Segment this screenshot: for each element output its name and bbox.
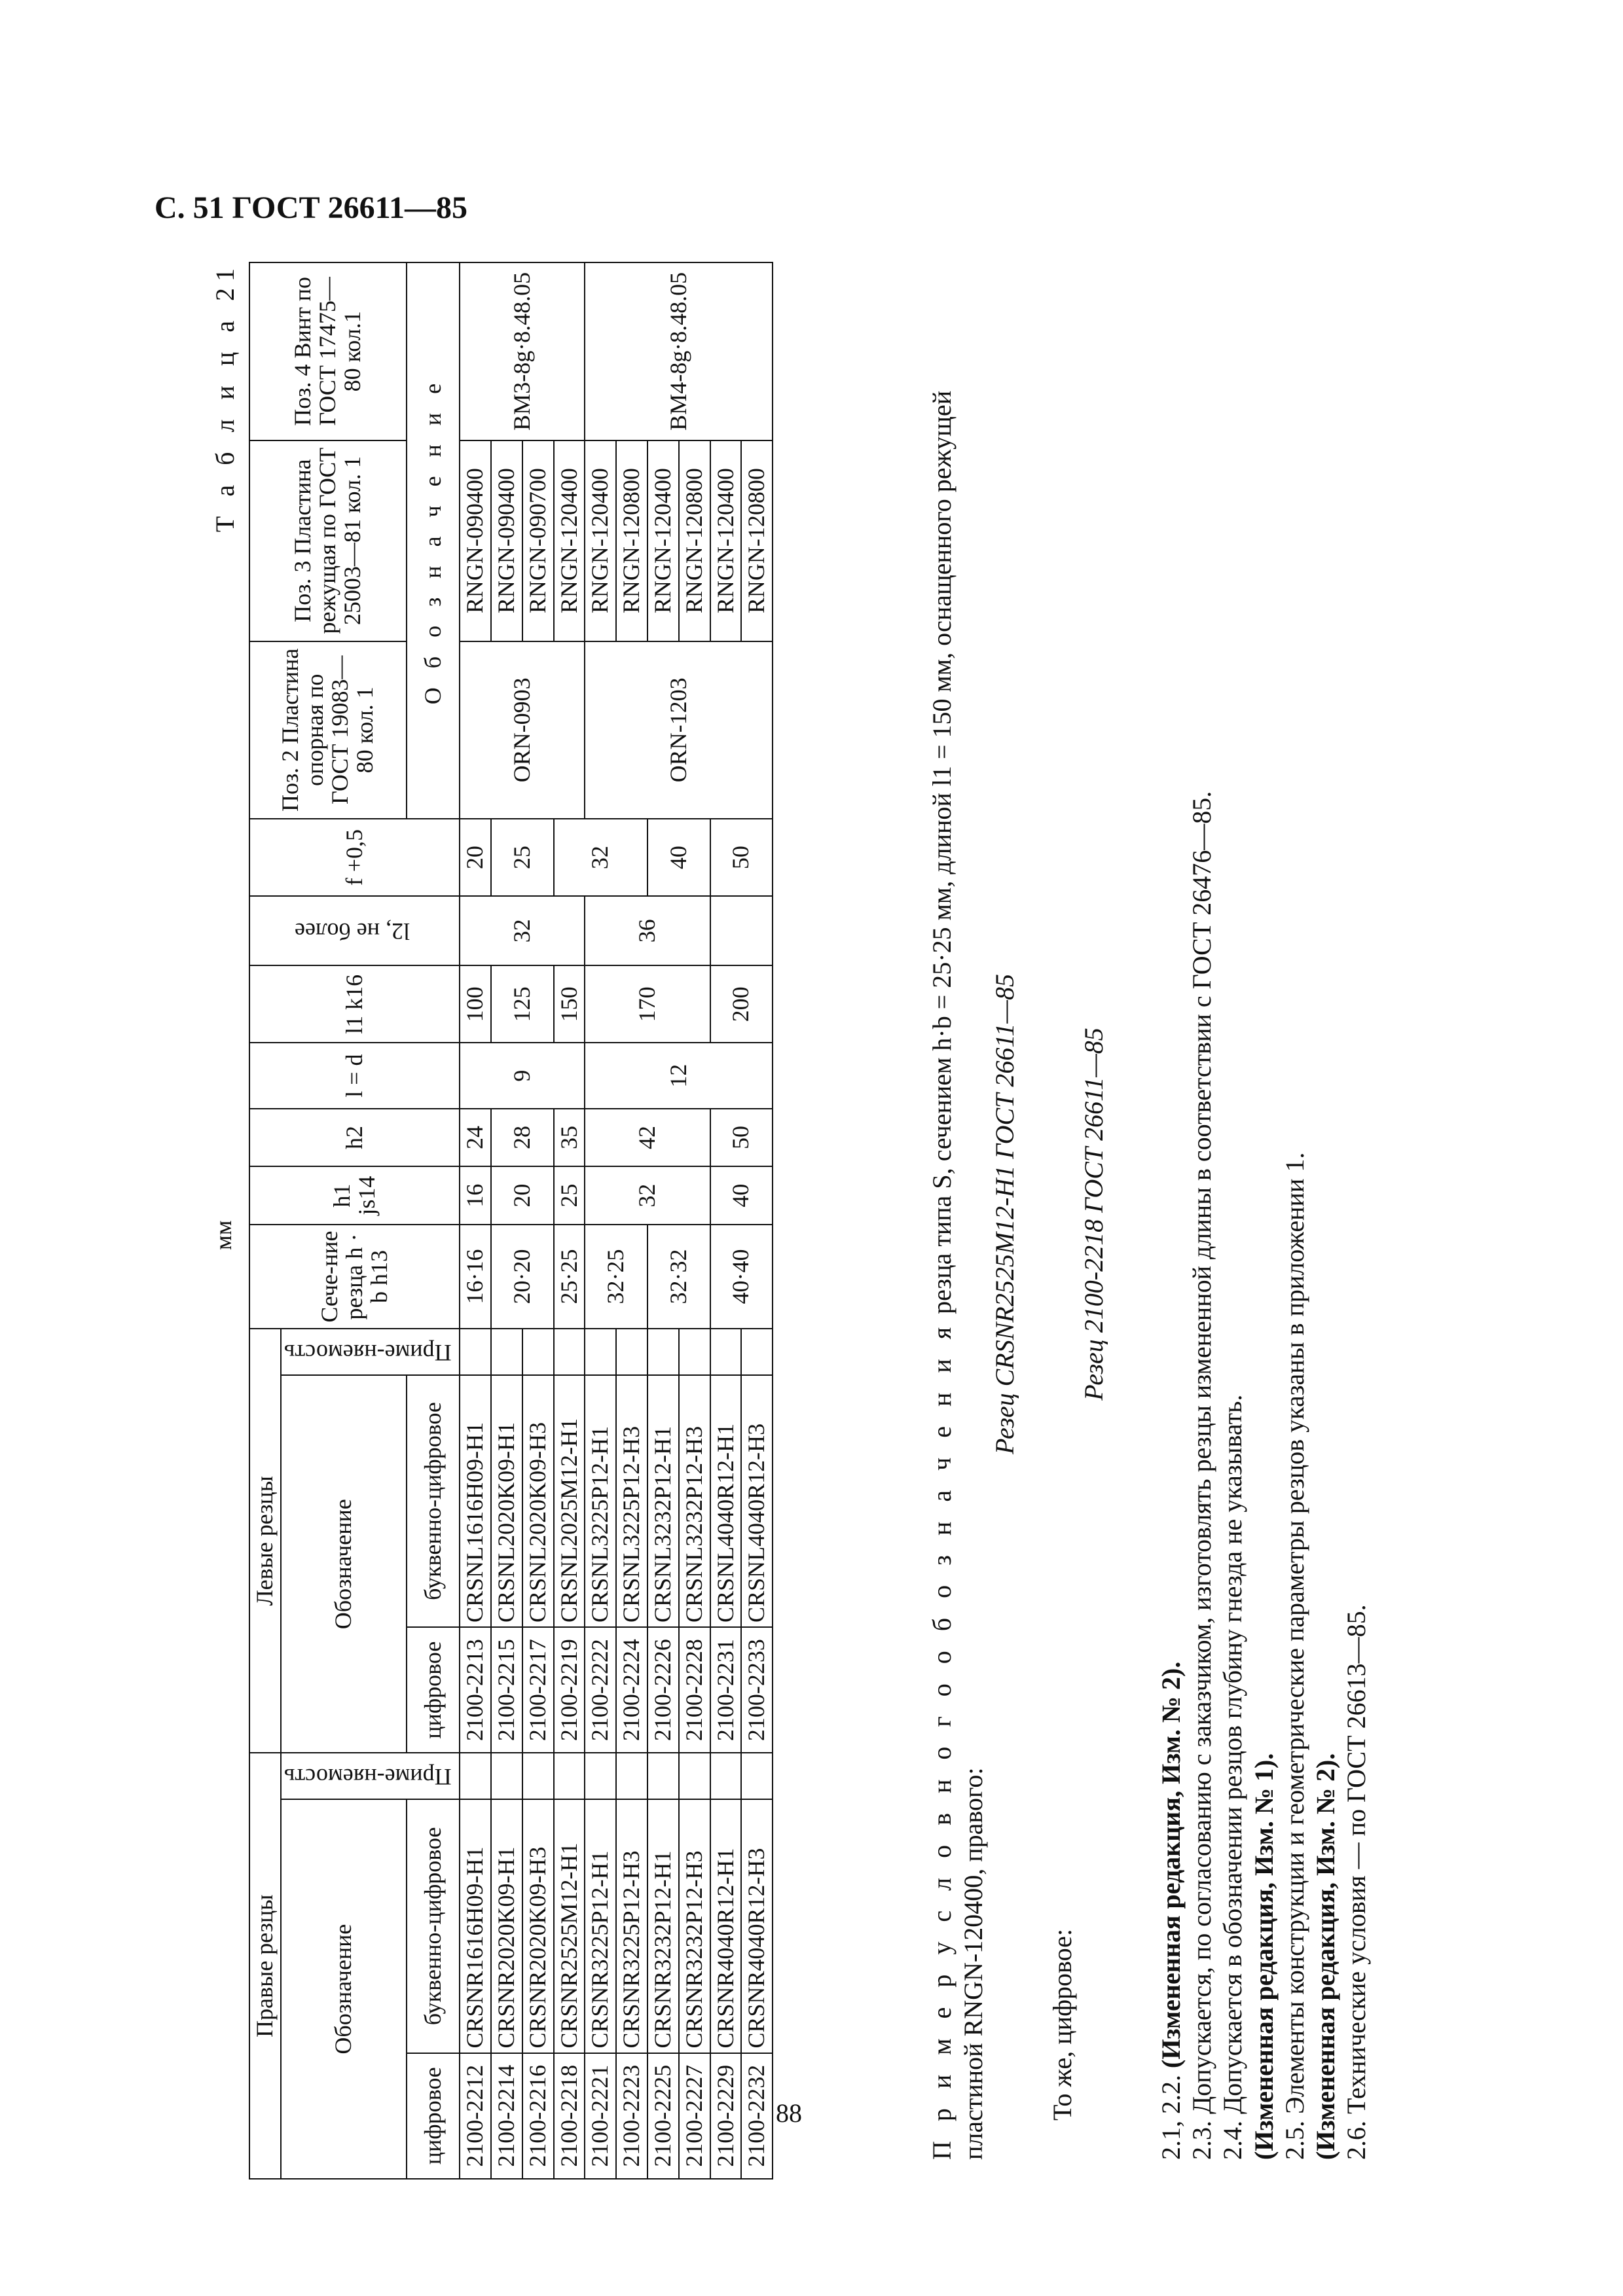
header-left-applicability-text: Приме-няемость (283, 1339, 452, 1366)
cell-h1: 16 (460, 1166, 491, 1225)
cell-pos2: ORN-0903 (460, 641, 585, 819)
cell-h1: 20 (491, 1166, 554, 1225)
header-l1: l1 k16 (249, 965, 460, 1043)
cell-h2: 24 (460, 1109, 491, 1167)
cell-right-digital: 2100-2212 (460, 2053, 491, 2179)
header-l2 (249, 896, 460, 965)
cell-pos3: RNGN-090400 (491, 440, 522, 641)
cell-left-digital: 2100-2217 (522, 1627, 554, 1753)
cell-l2: 36 (585, 896, 710, 965)
cell-pos3: RNGN-120400 (710, 440, 742, 641)
cell-right-alnum: CRSNR4040R12-H1 (710, 1799, 742, 2053)
cell-l1: 200 (710, 965, 773, 1043)
same-digital-label: То же, цифровое: (1048, 1929, 1077, 2121)
header-l-d: l = d (249, 1043, 460, 1108)
header-right-applicability-text: Приме-няемость (283, 1763, 452, 1790)
cell-left-alnum: CRSNL3225P12-H3 (616, 1375, 647, 1627)
cell-left-applicability (491, 1329, 522, 1375)
cell-right-alnum: CRSNR3232P12-H1 (647, 1799, 679, 2053)
example-text: резца типа S, сечением h·b = 25·25 мм, длиной l1 = 150 мм, оснащенного режущей пластиной RNGN-120400, правого: (927, 390, 988, 2160)
note-2-1-2-2 (1156, 268, 1186, 2160)
cell-right-alnum: CRSNR2020K09-H3 (522, 1799, 554, 2053)
units-label: мм (210, 1220, 236, 1250)
cell-left-applicability (710, 1329, 742, 1375)
cell-right-digital: 2100-2214 (491, 2053, 522, 2179)
note-2-1-prefix: 2.1, 2.2. (1156, 2068, 1186, 2160)
cell-section: 25·25 (554, 1225, 585, 1329)
cell-f: 32 (554, 819, 647, 896)
notes-list (1156, 268, 1372, 2160)
cell-f: 50 (710, 819, 773, 896)
cell-right-applicability (679, 1753, 710, 1799)
cell-left-alnum: CRSNL3232P12-H3 (679, 1375, 710, 1627)
cell-right-alnum: CRSNR2525M12-H1 (554, 1799, 585, 2053)
page-number: 88 (776, 2098, 802, 2128)
cell-l1: 125 (491, 965, 554, 1043)
cell-right-applicability (710, 1753, 742, 1799)
cell-l2 (710, 896, 773, 965)
note-2-3: 2.3. Допускается, по согласованию с заказчиком, изготовлять резцы измененной длины в соответствии с ГОСТ 26476—85. (1187, 791, 1217, 2160)
header-left-cutters: Левые резцы (249, 1329, 281, 1753)
spec-table (249, 262, 773, 2179)
cell-section: 32·25 (585, 1225, 647, 1329)
example-spaced-heading: П р и м е р у с л о в н о г о о б о з н а ч е н и я (927, 1320, 957, 2160)
cell-left-applicability (460, 1329, 491, 1375)
header-right-cutters: Правые резцы (249, 1753, 281, 2179)
cell-left-digital: 2100-2231 (710, 1627, 742, 1753)
cell-right-applicability (522, 1753, 554, 1799)
header-left-alnum: буквенно-цифровое (407, 1375, 460, 1627)
cell-pos3: RNGN-090700 (522, 440, 554, 641)
header-right-applicability (281, 1753, 460, 1799)
cell-left-applicability (616, 1329, 647, 1375)
header-f: f +0,5 (249, 819, 460, 896)
cell-right-applicability (647, 1753, 679, 1799)
note-2-6: 2.6. Технические условия — по ГОСТ 26613—85. (1341, 1604, 1372, 2160)
cell-right-applicability (741, 1753, 773, 1799)
cell-left-alnum: CRSNL2020K09-H3 (522, 1375, 554, 1627)
cell-h1: 25 (554, 1166, 585, 1225)
header-h2: h2 (249, 1109, 460, 1167)
cell-l-d: 9 (460, 1043, 585, 1108)
cell-left-alnum: CRSNL3225P12-H1 (585, 1375, 616, 1627)
cell-pos4: BM3-8g·8.48.05 (460, 262, 585, 440)
cell-left-digital: 2100-2233 (741, 1627, 773, 1753)
cell-right-digital: 2100-2216 (522, 2053, 554, 2179)
cell-pos2: ORN-1203 (585, 641, 773, 819)
cell-f: 40 (647, 819, 710, 896)
header-right-digital: цифровое (407, 2053, 460, 2179)
note-2-4-revision-text: (Измененная редакция, Изм. № 1). (1249, 1753, 1279, 2160)
cell-section: 32·32 (647, 1225, 710, 1329)
cell-left-applicability (554, 1329, 585, 1375)
cell-pos3: RNGN-120800 (616, 440, 647, 641)
cell-right-alnum: CRSNR3225P12-H1 (585, 1799, 616, 2053)
cell-pos3: RNGN-120800 (741, 440, 773, 641)
cell-left-alnum: CRSNL4040R12-H1 (710, 1375, 742, 1627)
cell-f: 20 (460, 819, 491, 896)
cell-right-digital: 2100-2221 (585, 2053, 616, 2179)
cell-right-applicability (491, 1753, 522, 1799)
cell-pos3: RNGN-120800 (679, 440, 710, 641)
example-paragraph (926, 268, 989, 2160)
rotated-content (210, 249, 1401, 2179)
header-oboznachenie: О б о з н а ч е н и е (407, 262, 460, 819)
cell-left-alnum: CRSNL4040R12-H3 (741, 1375, 773, 1627)
cell-h1: 32 (585, 1166, 710, 1225)
cell-left-alnum: CRSNL3232P12-H1 (647, 1375, 679, 1627)
cell-left-applicability (647, 1329, 679, 1375)
cell-left-alnum: CRSNL2020K09-H1 (491, 1375, 522, 1627)
cell-right-digital: 2100-2227 (679, 2053, 710, 2179)
cell-left-applicability (585, 1329, 616, 1375)
table-label: Т а б л и ц а 21 (210, 262, 240, 533)
cell-right-applicability (616, 1753, 647, 1799)
cell-l1: 150 (554, 965, 585, 1043)
cell-left-digital: 2100-2213 (460, 1627, 491, 1753)
note-2-4-revision (1249, 268, 1279, 2160)
cell-pos3: RNGN-120400 (554, 440, 585, 641)
header-h1: h1 js14 (249, 1166, 460, 1225)
cell-h1: 40 (710, 1166, 773, 1225)
cell-h2: 35 (554, 1109, 585, 1167)
cell-left-digital: 2100-2228 (679, 1627, 710, 1753)
cell-right-alnum: CRSNR4040R12-H3 (741, 1799, 773, 2053)
cell-right-alnum: CRSNR2020K09-H1 (491, 1799, 522, 2053)
table-row (710, 262, 742, 2179)
header-right-alnum: буквенно-цифровое (407, 1799, 460, 2053)
note-2-1-revision: (Измененная редакция, Изм. № 2). (1156, 1661, 1186, 2068)
note-2-5-revision-text: (Измененная редакция, Изм. № 2). (1310, 1753, 1340, 2160)
cell-h2: 28 (491, 1109, 554, 1167)
cell-left-alnum: CRSNL1616H09-H1 (460, 1375, 491, 1627)
cell-l1: 100 (460, 965, 491, 1043)
cell-l1: 170 (585, 965, 710, 1043)
header-pos3: Поз. 3 Пластина режущая по ГОСТ 25003—81 кол. 1 (249, 440, 407, 641)
header-left-digital: цифровое (407, 1627, 460, 1753)
cell-left-applicability (679, 1329, 710, 1375)
cell-section: 20·20 (491, 1225, 554, 1329)
cell-right-alnum: CRSNR1616H09-H1 (460, 1799, 491, 2053)
cell-right-digital: 2100-2229 (710, 2053, 742, 2179)
caption-alnum-example: Резец CRSNR2525M12-H1 ГОСТ 26611—85 (990, 974, 1019, 1454)
notes-block (926, 268, 1372, 2160)
table-row (460, 262, 491, 2179)
cell-section: 16·16 (460, 1225, 491, 1329)
cell-pos4: BM4-8g·8.48.05 (585, 262, 773, 440)
header-l2-text: l2, не более (294, 918, 410, 945)
table-row (491, 262, 522, 2179)
cell-right-digital: 2100-2223 (616, 2053, 647, 2179)
cell-left-applicability (741, 1329, 773, 1375)
cell-l-d: 12 (585, 1043, 773, 1108)
cell-pos3: RNGN-120400 (585, 440, 616, 641)
cell-left-digital: 2100-2215 (491, 1627, 522, 1753)
cell-left-digital: 2100-2219 (554, 1627, 585, 1753)
header-pos2: Поз. 2 Пластина опорная по ГОСТ 19083—80 кол. 1 (249, 641, 407, 819)
cell-section: 40·40 (710, 1225, 773, 1329)
note-2-4: 2.4. Допускается в обозначении резцов глубину гнезда не указывать. (1218, 1394, 1248, 2160)
cell-pos3: RNGN-090400 (460, 440, 491, 641)
cell-right-applicability (554, 1753, 585, 1799)
cell-right-digital: 2100-2232 (741, 2053, 773, 2179)
cell-right-applicability (460, 1753, 491, 1799)
caption-digital-example: Резец 2100-2218 ГОСТ 26611—85 (1079, 1028, 1108, 1401)
cell-right-digital: 2100-2225 (647, 2053, 679, 2179)
table-row (585, 262, 616, 2179)
cell-f: 25 (491, 819, 554, 896)
cell-left-digital: 2100-2226 (647, 1627, 679, 1753)
cell-left-digital: 2100-2222 (585, 1627, 616, 1753)
note-2-5: 2.5. Элементы конструкции и геометрические параметры резцов указаны в приложении 1. (1279, 1152, 1309, 2160)
cell-left-applicability (522, 1329, 554, 1375)
cell-pos3: RNGN-120400 (647, 440, 679, 641)
cell-right-digital: 2100-2218 (554, 2053, 585, 2179)
cell-h2: 50 (710, 1109, 773, 1167)
header-left-applicability (281, 1329, 460, 1375)
cell-l2: 32 (460, 896, 585, 965)
note-2-5-revision (1310, 268, 1341, 2160)
cell-right-alnum: CRSNR3232P12-H3 (679, 1799, 710, 2053)
header-section: Сече-ние резца h · b h13 (249, 1225, 460, 1329)
page-header: С. 51 ГОСТ 26611—85 (155, 190, 467, 225)
cell-h2: 42 (585, 1109, 710, 1167)
header-left-designation: Обозначение (281, 1375, 407, 1753)
cell-right-alnum: CRSNR3225P12-H3 (616, 1799, 647, 2053)
header-right-designation: Обозначение (281, 1799, 407, 2179)
spec-table-wrap (249, 262, 773, 2179)
cell-right-applicability (585, 1753, 616, 1799)
cell-left-digital: 2100-2224 (616, 1627, 647, 1753)
table-row (554, 262, 585, 2179)
header-pos4: Поз. 4 Винт по ГОСТ 17475—80 кол.1 (249, 262, 407, 440)
cell-left-alnum: CRSNL2025M12-H1 (554, 1375, 585, 1627)
